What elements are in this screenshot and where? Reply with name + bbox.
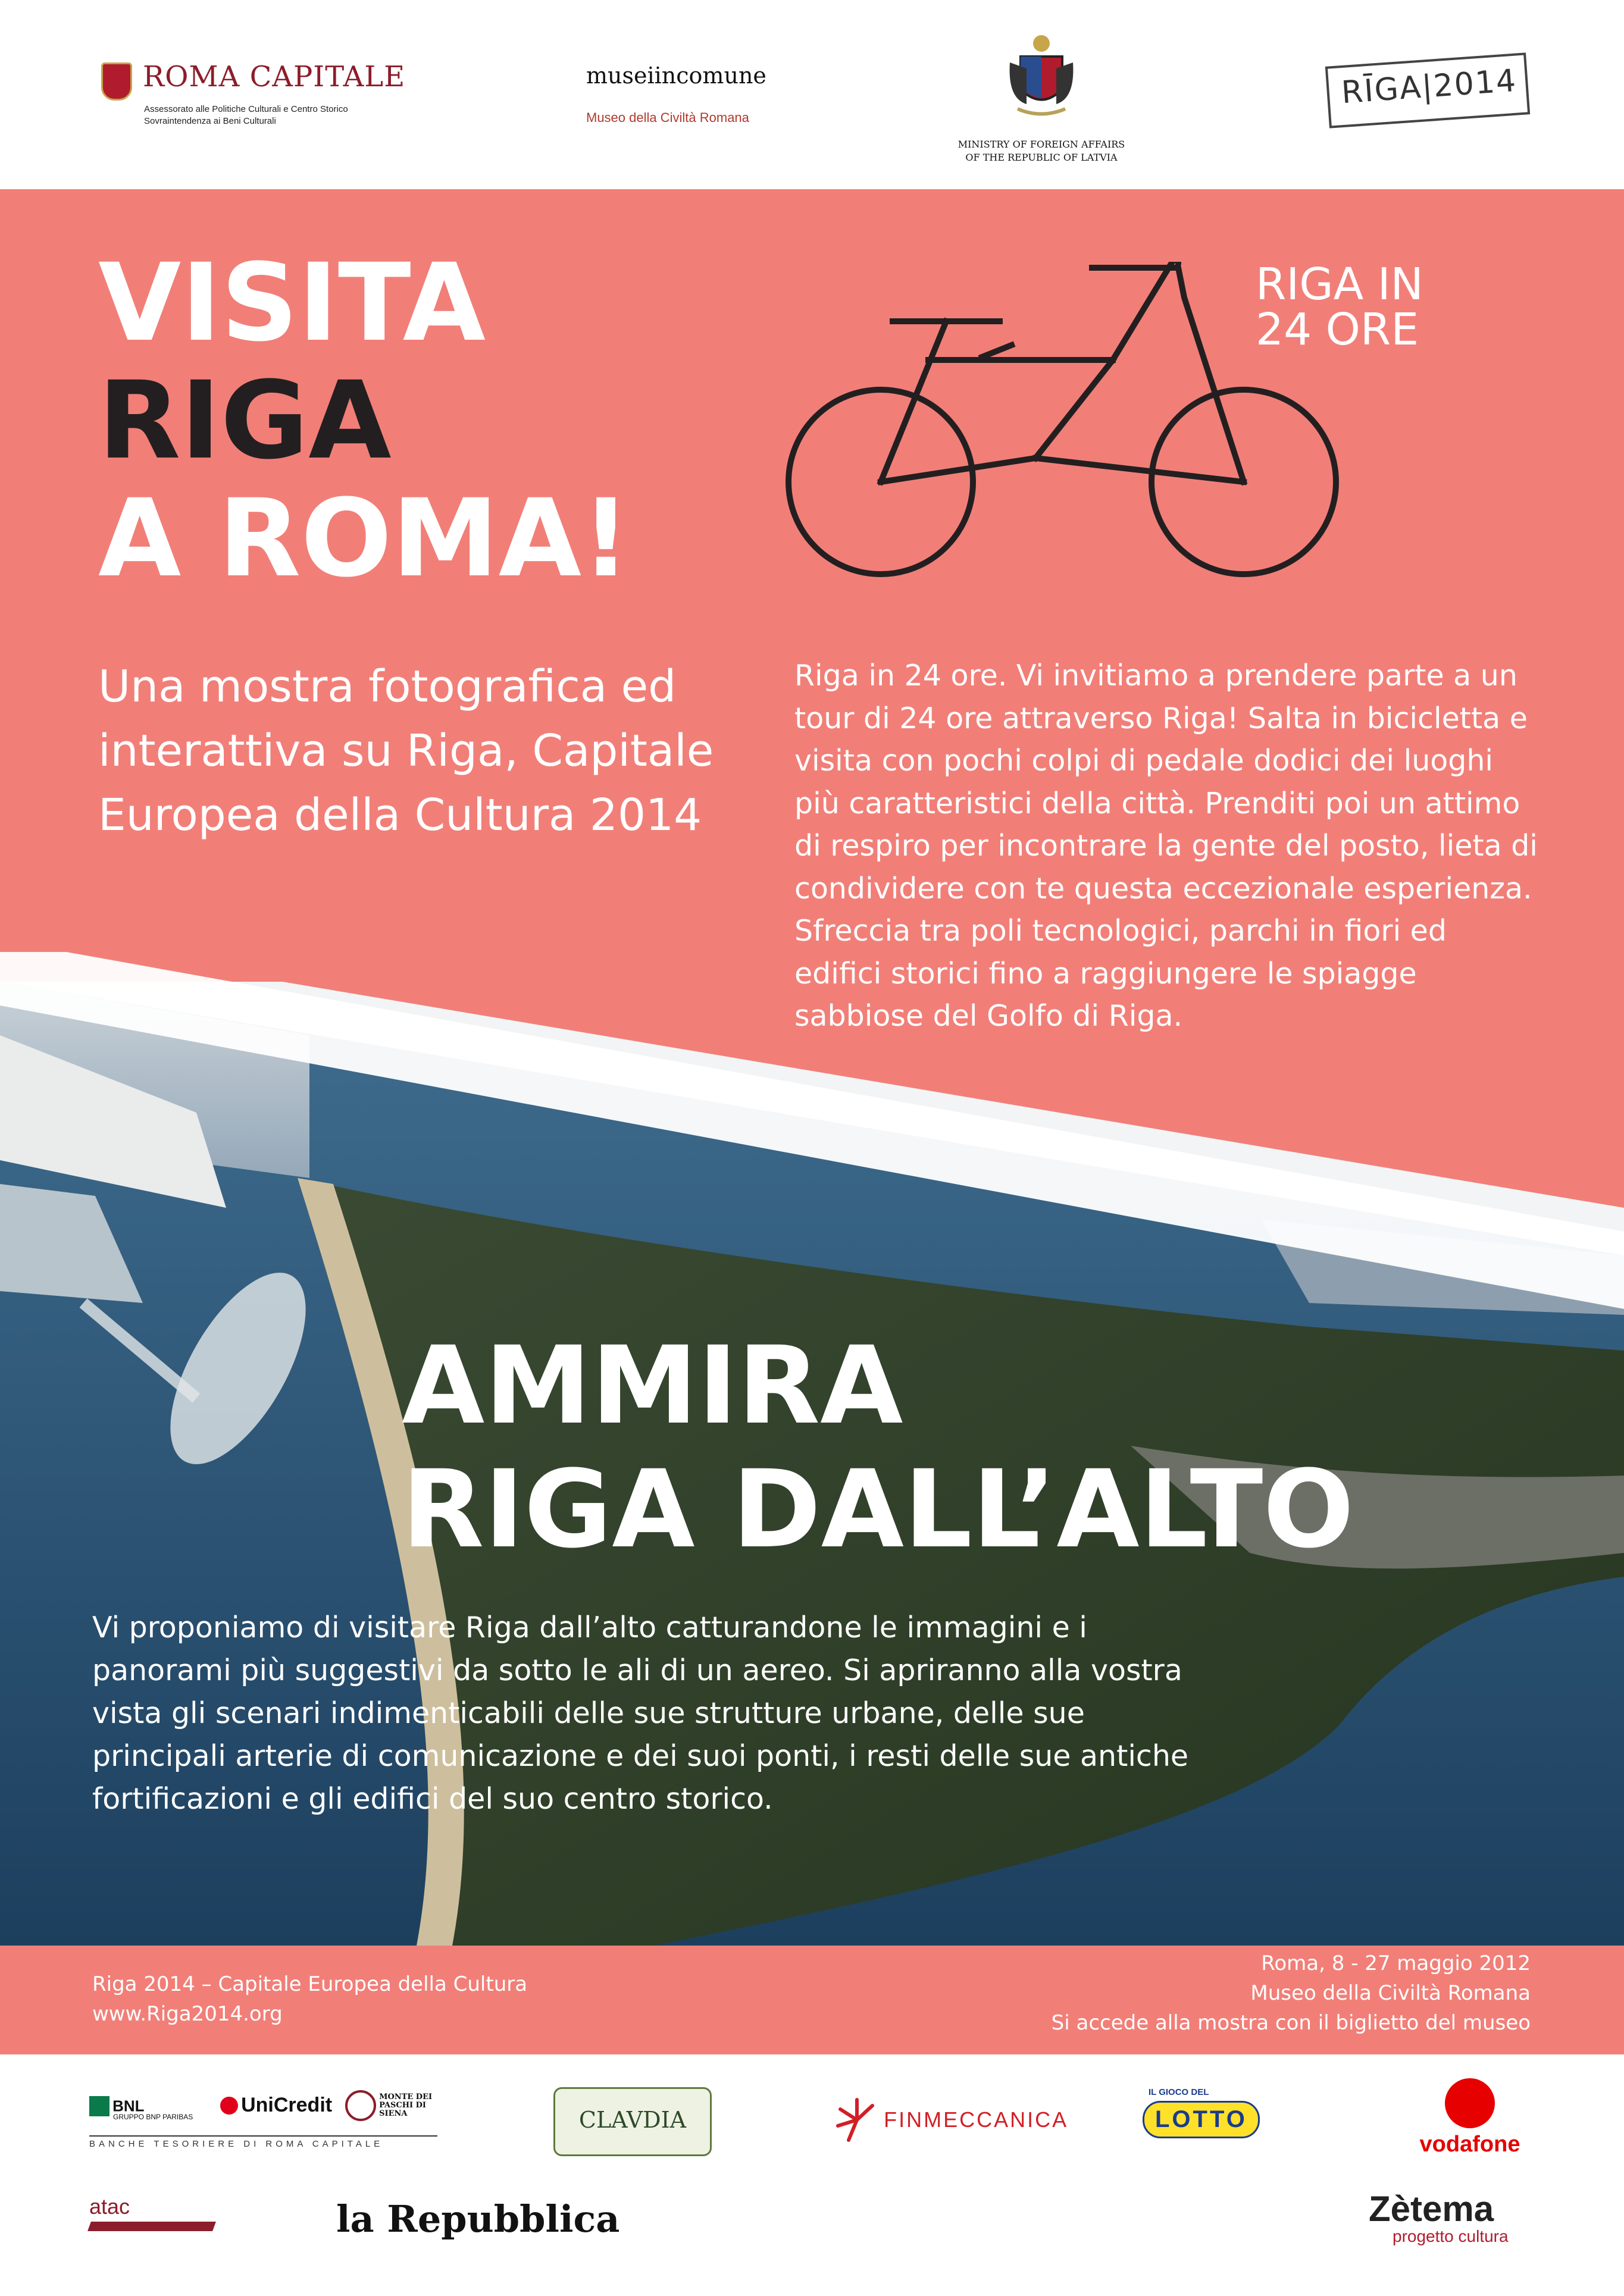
roma-capitale-sub1: Assessorato alle Politiche Culturali e Centro Storico xyxy=(144,104,348,114)
title-riga: RIGA xyxy=(98,359,392,483)
footer-capitale-label: Riga 2014 – Capitale Europea della Cultura xyxy=(92,1972,528,1996)
footer-ticket-info: Si accede alla mostra con il biglietto del museo xyxy=(1051,2011,1531,2035)
la-repubblica-logo: la Repubblica xyxy=(336,2197,620,2241)
vodafone-logo xyxy=(1404,2078,1535,2157)
banche-tesoriere-label: BANCHE TESORIERE DI ROMA CAPITALE xyxy=(89,2135,437,2149)
title-a-roma: A ROMA! xyxy=(98,477,631,601)
footer-website-link[interactable]: www.Riga2014.org xyxy=(92,2002,283,2026)
bnl-name: BNL xyxy=(112,2097,145,2115)
atac-name: atac xyxy=(89,2194,130,2219)
aerial-paragraph: Vi proponiamo di visitare Riga dall’alto catturandone le immagini e i panorami più suggestivi da sotto le ali di un aereo. Si apriranno alla vostra vista gli scenari indimenticabili delle sue strutture urbane, delle sue principali arterie di comunicazione e dei suoi ponti, i resti delle sue antiche fortificazioni e gli edifici del suo centro storico. xyxy=(92,1611,1189,1816)
footer-right xyxy=(1052,1949,1531,2038)
title-ammira: AMMIRA xyxy=(402,1324,903,1448)
exhibition-subtitle: Una mostra fotografica ed interattiva su Riga, Capitale Europea della Cultura 2014 xyxy=(98,661,714,841)
zetema-sub: progetto cultura xyxy=(1393,2227,1509,2245)
mps-mark-icon xyxy=(345,2090,376,2121)
header-logos xyxy=(0,0,1624,189)
roma-capitale-sub2: Sovraintendenza ai Beni Culturali xyxy=(144,116,276,126)
musei-in-comune-name: museiincomune xyxy=(586,62,766,89)
latvia-coat-of-arms-icon xyxy=(1009,33,1074,122)
bnl-sub: GRUPPO BNP PARIBAS xyxy=(113,2113,193,2121)
musei-in-comune-logo xyxy=(574,57,812,134)
bnl-mark-icon xyxy=(89,2096,109,2116)
atac-bar-icon xyxy=(87,2222,216,2231)
footer-venue: Museo della Civiltà Romana xyxy=(1250,1981,1531,2005)
sponsors-strip xyxy=(0,2054,1624,2296)
roma-capitale-name: ROMA CAPITALE xyxy=(143,60,406,93)
riga-24-ore-heading xyxy=(1256,259,1423,355)
roma-shield-icon xyxy=(101,62,132,101)
title-visita: VISITA xyxy=(98,241,486,365)
mps-logo xyxy=(345,2090,434,2121)
atac-logo xyxy=(89,2194,214,2248)
finmeccanica-burst-icon xyxy=(833,2096,881,2144)
finmeccanica-logo xyxy=(833,2096,1068,2144)
riga-2014-text: RĪGA|2014 xyxy=(1340,62,1518,111)
claudia-logo xyxy=(553,2087,712,2156)
mps-name: MONTE DEI PASCHI DI SIENA xyxy=(379,2093,433,2118)
ministry-latvia-logo xyxy=(934,33,1149,167)
zetema-name: Zètema xyxy=(1369,2189,1494,2229)
bnl-logo xyxy=(89,2096,193,2121)
riga-2014-logo xyxy=(1327,59,1529,126)
lotto-top-label: IL GIOCO DEL xyxy=(1149,2087,1209,2097)
riga-24-line1: RIGA IN xyxy=(1256,259,1423,310)
roma-capitale-logo xyxy=(101,57,434,140)
zetema-logo xyxy=(1369,2191,1529,2246)
vodafone-name: vodafone xyxy=(1419,2132,1520,2157)
footer-dates: Roma, 8 - 27 maggio 2012 xyxy=(1261,1952,1531,1975)
museo-civilta-romana-label: Museo della Civiltà Romana xyxy=(586,110,749,125)
footer-left xyxy=(92,1969,527,2029)
lotto-logo xyxy=(1143,2087,1303,2165)
ministry-line1: MINISTRY OF FOREIGN AFFAIRS xyxy=(957,139,1125,150)
ministry-line2: OF THE REPUBLIC OF LATVIA xyxy=(965,152,1118,163)
unicredit-mark-icon xyxy=(220,2097,238,2115)
vodafone-mark-icon xyxy=(1445,2078,1495,2128)
lotto-name: LOTTO xyxy=(1143,2101,1260,2138)
unicredit-logo xyxy=(220,2094,332,2117)
claudia-name: CLAVDIA xyxy=(578,2107,687,2133)
riga-24-line2: 24 ORE xyxy=(1256,304,1419,355)
unicredit-name: UniCredit xyxy=(241,2094,333,2116)
title-riga-dall-alto: RIGA DALL’ALTO xyxy=(402,1448,1354,1572)
riga-24-ore-paragraph: Riga in 24 ore. Vi invitiamo a prendere parte a un tour di 24 ore attraverso Riga! Salta in bicicletta e visita con pochi colpi di pedale dodici dei luoghi più caratteristici della città. Prenditi poi un attimo di respiro per incontrare la gente del posto, lieta di condividere con te questa eccezionale esperienza. Sfreccia tra poli tecnologici, parchi in fiori ed edifici storici fino a raggiungere le spiagge sabbiose del Golfo di Riga. xyxy=(794,659,1538,1033)
finmeccanica-name: FINMECCANICA xyxy=(884,2107,1069,2132)
